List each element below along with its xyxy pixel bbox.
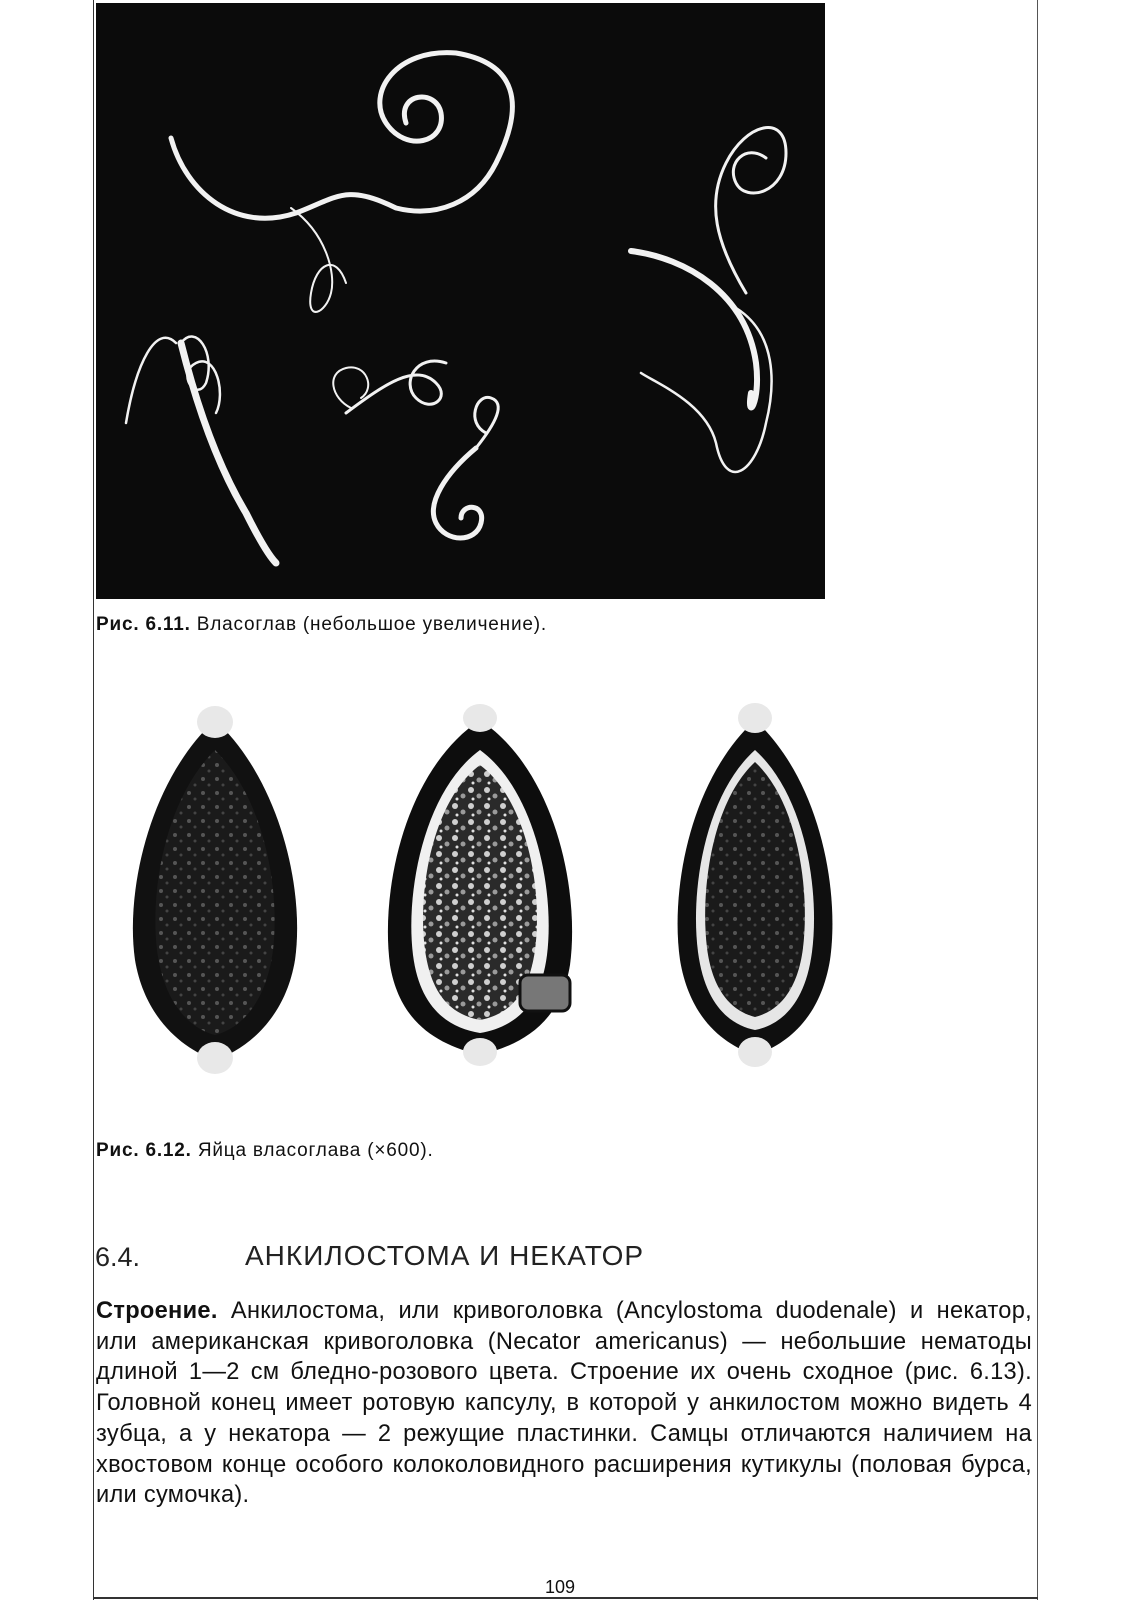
egg-3 <box>678 703 833 1067</box>
figure-label: Рис. 6.11. <box>96 614 191 635</box>
figure-caption-text: Власоглав (небольшое увеличение). <box>196 614 547 635</box>
figure-caption-6-12 <box>96 1140 434 1162</box>
paragraph-text: Анкилостома, или кривоголовка (Ancylostoma duodenale) и некатор, или американская кривоголовка (Necator americanus) — небольшие нематоды длиной 1—2 см бледно-розового цвета. Строение их очень сходное (рис. 6.13). Головной конец имеет ротовую капсулу, в которой у анкилостом можно видеть 4 зубца, а у некатора — 2 режущие пластинки. Самцы отличаются наличием на хвостовом конце особого колоколовидного расширения кутикулы (половая бурса, или сумочка). <box>96 1298 1033 1509</box>
page-border-left <box>93 0 94 1600</box>
figure-caption-text: Яйца власоглава (×600). <box>197 1140 434 1161</box>
section-number: 6.4. <box>95 1242 141 1272</box>
egg-2 <box>388 704 572 1066</box>
section-title: АНКИЛОСТОМА И НЕКАТОР <box>245 1240 645 1271</box>
page-border-right <box>1037 0 1038 1600</box>
body-paragraph <box>96 1296 1032 1511</box>
paragraph-lead: Строение. <box>96 1298 218 1324</box>
page-number: 109 <box>545 1577 576 1597</box>
whipworm-photo <box>96 3 825 599</box>
egg-1 <box>133 706 297 1074</box>
figure-label: Рис. 6.12. <box>96 1140 192 1161</box>
figure-caption-6-11 <box>96 614 547 636</box>
whipworm-eggs-photo <box>115 690 875 1110</box>
